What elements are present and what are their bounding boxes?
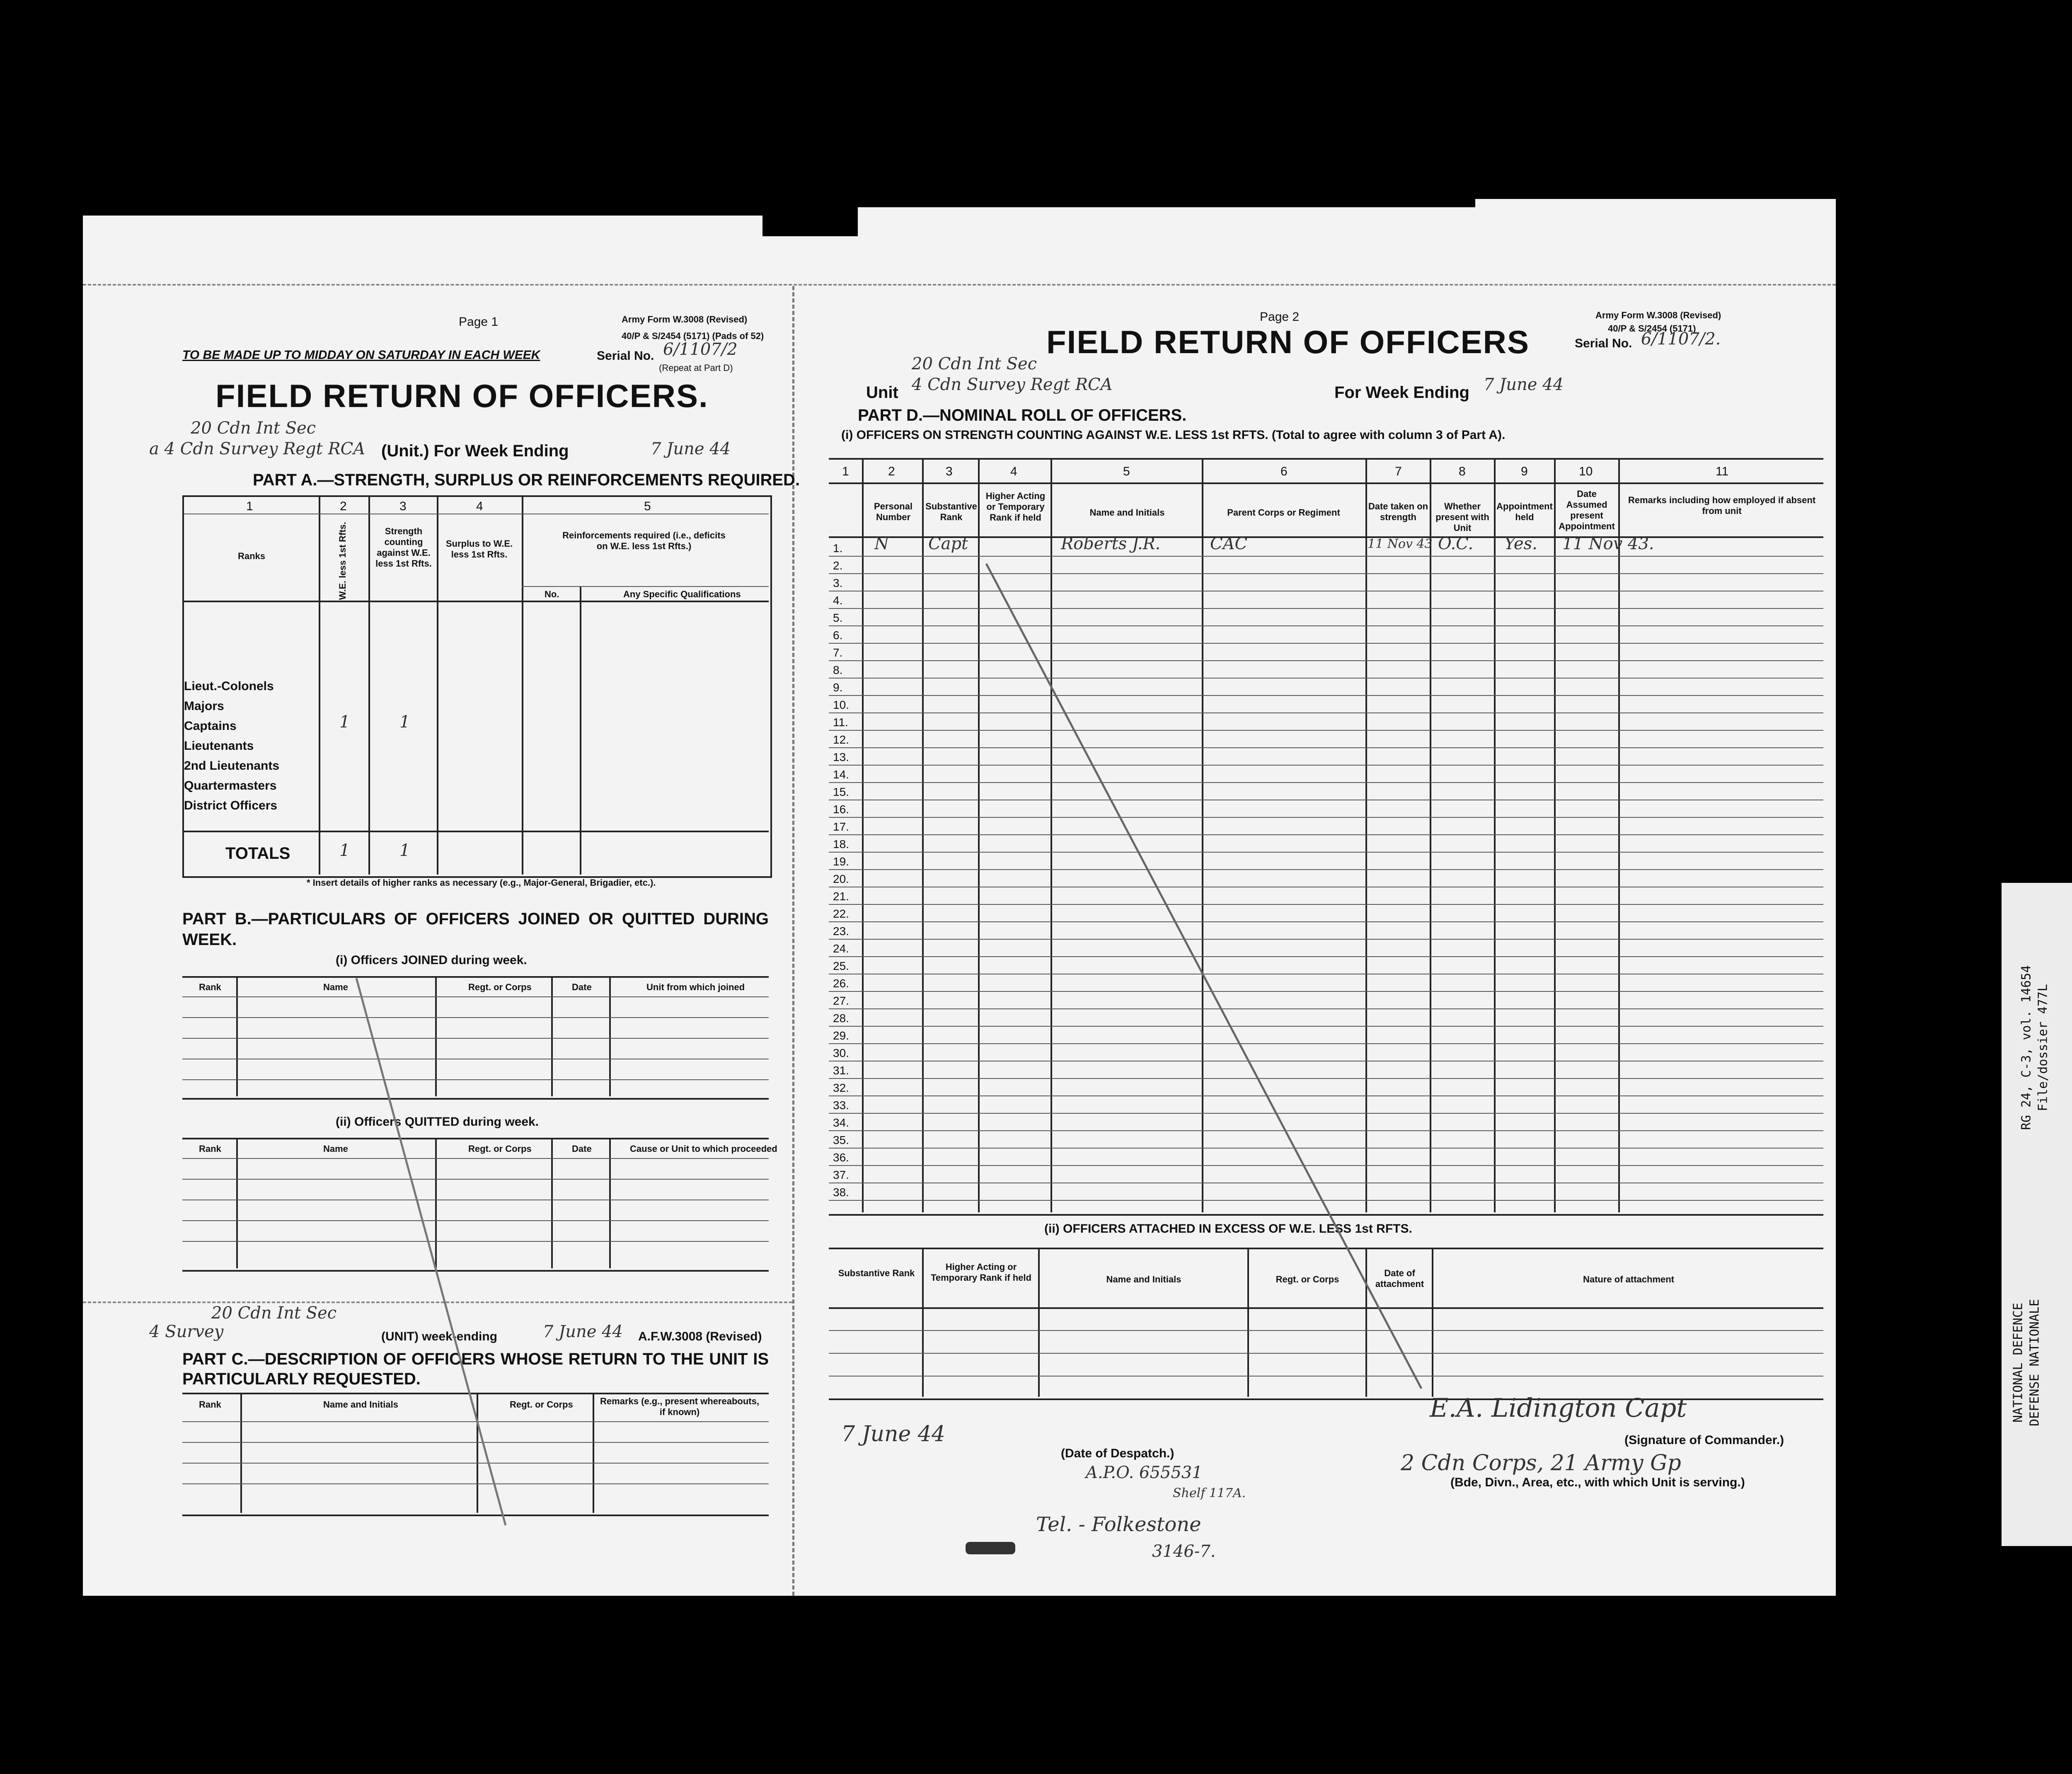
roll-row-number: 23. xyxy=(833,925,849,938)
roll-row-number: 5. xyxy=(833,611,843,624)
part-c-handwriting-2: 4 Survey xyxy=(149,1322,224,1341)
totals-we-value: 1 xyxy=(339,841,350,860)
roll-row-number: 15. xyxy=(833,785,849,798)
roll-row-number: 35. xyxy=(833,1134,849,1146)
rank-lieut-colonels: Lieut.-Colonels xyxy=(184,679,274,693)
note-telephone: Tel. - Folkestone xyxy=(1036,1513,1201,1536)
rank-captains: Captains xyxy=(184,719,237,733)
roll-row-number: 18. xyxy=(833,838,849,851)
row1-corps: CAC xyxy=(1210,534,1248,553)
archive-reference-label xyxy=(2002,883,2072,1546)
roll-row-number: 32. xyxy=(833,1081,849,1094)
part-c-table: Rank Name and Initials Regt. or Corps Remarks (e.g., present whereabouts, if known) xyxy=(182,1393,769,1516)
roll-row-number: 37. xyxy=(833,1168,849,1181)
archive-ref-1: RG 24, C-3, vol. 14654 xyxy=(2019,965,2034,1130)
roll-row-number: 24. xyxy=(833,942,849,955)
row1-present: O.C. xyxy=(1438,534,1474,553)
roll-row-number: 31. xyxy=(833,1064,849,1077)
page2-week-value: 7 June 44 xyxy=(1484,375,1564,394)
row1-rank: Capt xyxy=(928,534,968,553)
page2-serial-label: Serial No. xyxy=(1575,337,1632,350)
unit-week-label: (Unit.) For Week Ending xyxy=(381,442,569,460)
roll-row-number: 14. xyxy=(833,768,849,781)
commander-signature: E.A. Lidington Capt xyxy=(1430,1393,1687,1423)
roll-row-number: 29. xyxy=(833,1029,849,1042)
form-number: Army Form W.3008 (Revised) xyxy=(622,314,748,325)
row1-date-on-strength: 11 Nov 43 xyxy=(1368,537,1433,551)
bde-handwriting: 2 Cdn Corps, 21 Army Gp xyxy=(1401,1451,1681,1476)
part-c-unit-label: (UNIT) week-ending xyxy=(381,1330,498,1343)
archive-ref-2: File/dossier 477L xyxy=(2036,984,2050,1112)
roll-row-number: 16. xyxy=(833,803,849,816)
note-apo: A.P.O. 655531 xyxy=(1086,1463,1203,1482)
rank-district-officers: District Officers xyxy=(184,799,278,812)
roll-row-number: 12. xyxy=(833,733,849,746)
roll-row-number: 2. xyxy=(833,559,843,572)
part-a-title: PART A.—STRENGTH, SURPLUS OR REINFORCEMENTS REQUIRED. xyxy=(253,471,800,489)
roll-row-number: 6. xyxy=(833,629,843,642)
dept-en: NATIONAL DEFENCE xyxy=(2011,1303,2026,1423)
joined-title: (i) Officers JOINED during week. xyxy=(336,953,527,967)
rank-majors: Majors xyxy=(184,699,224,713)
attached-table: Substantive Rank Higher Acting or Temporary Rank if held Name and Initials Regt. or Corps Date of attachment Nature of attachment xyxy=(829,1248,1823,1400)
quitted-table: Rank Name Regt. or Corps Date Cause or Unit to which proceeded xyxy=(182,1138,769,1272)
roll-row-number: 17. xyxy=(833,820,849,833)
unit-handwriting-2: a 4 Cdn Survey Regt RCA xyxy=(149,439,366,458)
despatch-date: 7 June 44 xyxy=(841,1422,945,1447)
we-header: W.E. less 1st Rfts. xyxy=(337,522,348,600)
totals-strength-value: 1 xyxy=(399,841,410,860)
page2-number: Page 2 xyxy=(1260,310,1300,324)
page1-title: FIELD RETURN OF OFFICERS. xyxy=(215,378,709,414)
row1-appointment: Yes. xyxy=(1504,534,1537,553)
attached-title: (ii) OFFICERS ATTACHED IN EXCESS OF W.E. LESS 1st RFTS. xyxy=(1044,1222,1412,1236)
roll-row-number: 21. xyxy=(833,890,849,903)
surplus-header: Surplus to W.E. less 1st Rfts. xyxy=(445,538,513,560)
unit-handwriting-1: 20 Cdn Int Sec xyxy=(191,419,316,438)
serial-label: Serial No. xyxy=(597,349,654,363)
top-instruction: TO BE MADE UP TO MIDDAY ON SATURDAY IN EACH WEEK xyxy=(182,348,540,362)
note-telephone-number: 3146-7. xyxy=(1152,1542,1216,1561)
part-c-handwriting-1: 20 Cdn Int Sec xyxy=(211,1304,337,1323)
row1-date-assumed: 11 Nov 43. xyxy=(1562,534,1654,553)
part-d-subtitle: (i) OFFICERS ON STRENGTH COUNTING AGAINST W.E. LESS 1st RFTS. (Total to agree with column 3 of Part A). xyxy=(841,428,1506,442)
roll-row-number: 30. xyxy=(833,1047,849,1059)
roll-row-number: 26. xyxy=(833,977,849,990)
qualifications-header: Any Specific Qualifications xyxy=(623,589,741,599)
roll-row-number: 34. xyxy=(833,1116,849,1129)
despatch-label: (Date of Despatch.) xyxy=(1061,1447,1174,1460)
serial-value: 6/1107/2 xyxy=(663,340,738,359)
ranks-header: Ranks xyxy=(238,551,266,561)
roll-row-number: 20. xyxy=(833,872,849,885)
page2-unit-label: Unit xyxy=(866,383,898,402)
roll-row-number: 13. xyxy=(833,751,849,763)
page2-unit-handwriting: 20 Cdn Int Sec xyxy=(912,354,1037,373)
part-c-form-number: A.F.W.3008 (Revised) xyxy=(638,1330,762,1343)
roll-row-number: 7. xyxy=(833,646,843,659)
roll-row-number: 9. xyxy=(833,681,843,694)
part-c-week-value: 7 June 44 xyxy=(543,1322,623,1341)
dept-fr: DEFENSE NATIONALE xyxy=(2027,1299,2042,1427)
roll-row-number: 1. xyxy=(833,542,843,555)
roll-row-number: 19. xyxy=(833,855,849,868)
reinforcements-header: Reinforcements required (i.e., deficits on W.E. less 1st Rfts.) xyxy=(562,530,726,551)
page2-form-number: Army Form W.3008 (Revised) xyxy=(1595,310,1721,320)
roll-row-number: 38. xyxy=(833,1186,849,1199)
roll-row-number: 10. xyxy=(833,698,849,711)
page2-unit-value: 4 Cdn Survey Regt RCA xyxy=(912,375,1113,394)
form-sheet xyxy=(83,199,1836,1596)
part-c-title: PART C.—DESCRIPTION OF OFFICERS WHOSE RETURN TO THE UNIT IS PARTICULARLY REQUESTED. xyxy=(182,1350,769,1388)
roll-row-number: 4. xyxy=(833,594,843,607)
page2-title: FIELD RETURN OF OFFICERS xyxy=(1046,324,1530,360)
page2-serial-value: 6/1107/2. xyxy=(1641,330,1721,349)
row1-personal-number: N xyxy=(874,534,889,553)
roll-row-number: 22. xyxy=(833,907,849,920)
part-b-title: PART B.—PARTICULARS OF OFFICERS JOINED OR QUITTED DURING WEEK. xyxy=(182,910,769,949)
page-number: Page 1 xyxy=(459,315,499,329)
rank-quartermasters: Quartermasters xyxy=(184,779,277,792)
roll-row-number: 27. xyxy=(833,994,849,1007)
serial-note: (Repeat at Part D) xyxy=(659,363,733,373)
captains-strength-value: 1 xyxy=(399,713,410,732)
note-shelf: Shelf 117A. xyxy=(1173,1486,1246,1500)
rank-2nd-lieutenants: 2nd Lieutenants xyxy=(184,759,280,773)
week-ending-value: 7 June 44 xyxy=(651,439,731,458)
roll-row-number: 36. xyxy=(833,1151,849,1164)
no-header: No. xyxy=(545,589,559,599)
roll-row-number: 8. xyxy=(833,664,843,676)
roll-row-number: 28. xyxy=(833,1012,849,1025)
part-d-title: PART D.—NOMINAL ROLL OF OFFICERS. xyxy=(858,406,1187,424)
totals-label: TOTALS xyxy=(225,844,290,863)
captains-we-value: 1 xyxy=(339,713,350,732)
nominal-roll-table: 1 2 3 4 5 6 7 8 9 10 11 Personal Number Substantive Rank Higher Acting or Temporary Rank if held Name and Initials Parent Corps or Regiment Date taken on strength Whether present with Unit Appointment held Date Assumed present Appointment Remarks including how employed if absent from unit 1. 2. 3. 4. 5. 6. 7. 8. 9. 10. 11. 12. 13. 14. 15. 16. 17. 18. 19. 20. 21. 22. 23. 24. 25. 26. 27. 28. 29. 30. 31. 32. 33. 34. 35. 36. 37. 38. N Capt Roberts J.R. CAC 11 Nov 43 O.C. Yes. 11 Nov 43. xyxy=(829,458,1823,1216)
strength-header: Strength counting against W.E. less 1st Rfts. xyxy=(375,526,432,569)
page2-diagonal-cancel-line xyxy=(83,199,1836,1596)
form-code: 40/P & S/2454 (5171) (Pads of 52) xyxy=(622,331,764,341)
joined-table: Rank Name Regt. or Corps Date Unit from which joined xyxy=(182,976,769,1100)
part-a-footnote: * Insert details of higher ranks as necessary (e.g., Major-General, Brigadier, etc.). xyxy=(307,877,656,888)
page2-week-label: For Week Ending xyxy=(1334,383,1469,402)
signature-label: (Signature of Commander.) xyxy=(1624,1433,1784,1447)
row1-name: Roberts J.R. xyxy=(1061,534,1161,553)
part-a-table: 1 2 3 4 5 Ranks W.E. less 1st Rfts. Strength counting against W.E. less 1st Rfts. Surplus to W.E. less 1st Rfts. Reinforcements required (i.e., deficits on W.E. less 1st Rfts.) No. Any Specific Qualifications Lieut.-Colonels Majors Captains Lieutenants 2nd Lieutenants Quartermasters District Officers 1 1 TOTALS 1 1 xyxy=(182,495,772,878)
roll-row-number: 33. xyxy=(833,1099,849,1112)
roll-row-number: 11. xyxy=(833,716,848,729)
quitted-title: (ii) Officers QUITTED during week. xyxy=(336,1115,539,1129)
rank-lieutenants: Lieutenants xyxy=(184,739,254,753)
roll-row-number: 25. xyxy=(833,960,849,972)
page2-form-code: 40/P & S/2454 (5171) xyxy=(1608,323,1696,334)
bde-label: (Bde, Divn., Area, etc., with which Unit is serving.) xyxy=(1450,1476,1745,1489)
roll-row-number: 3. xyxy=(833,577,843,589)
